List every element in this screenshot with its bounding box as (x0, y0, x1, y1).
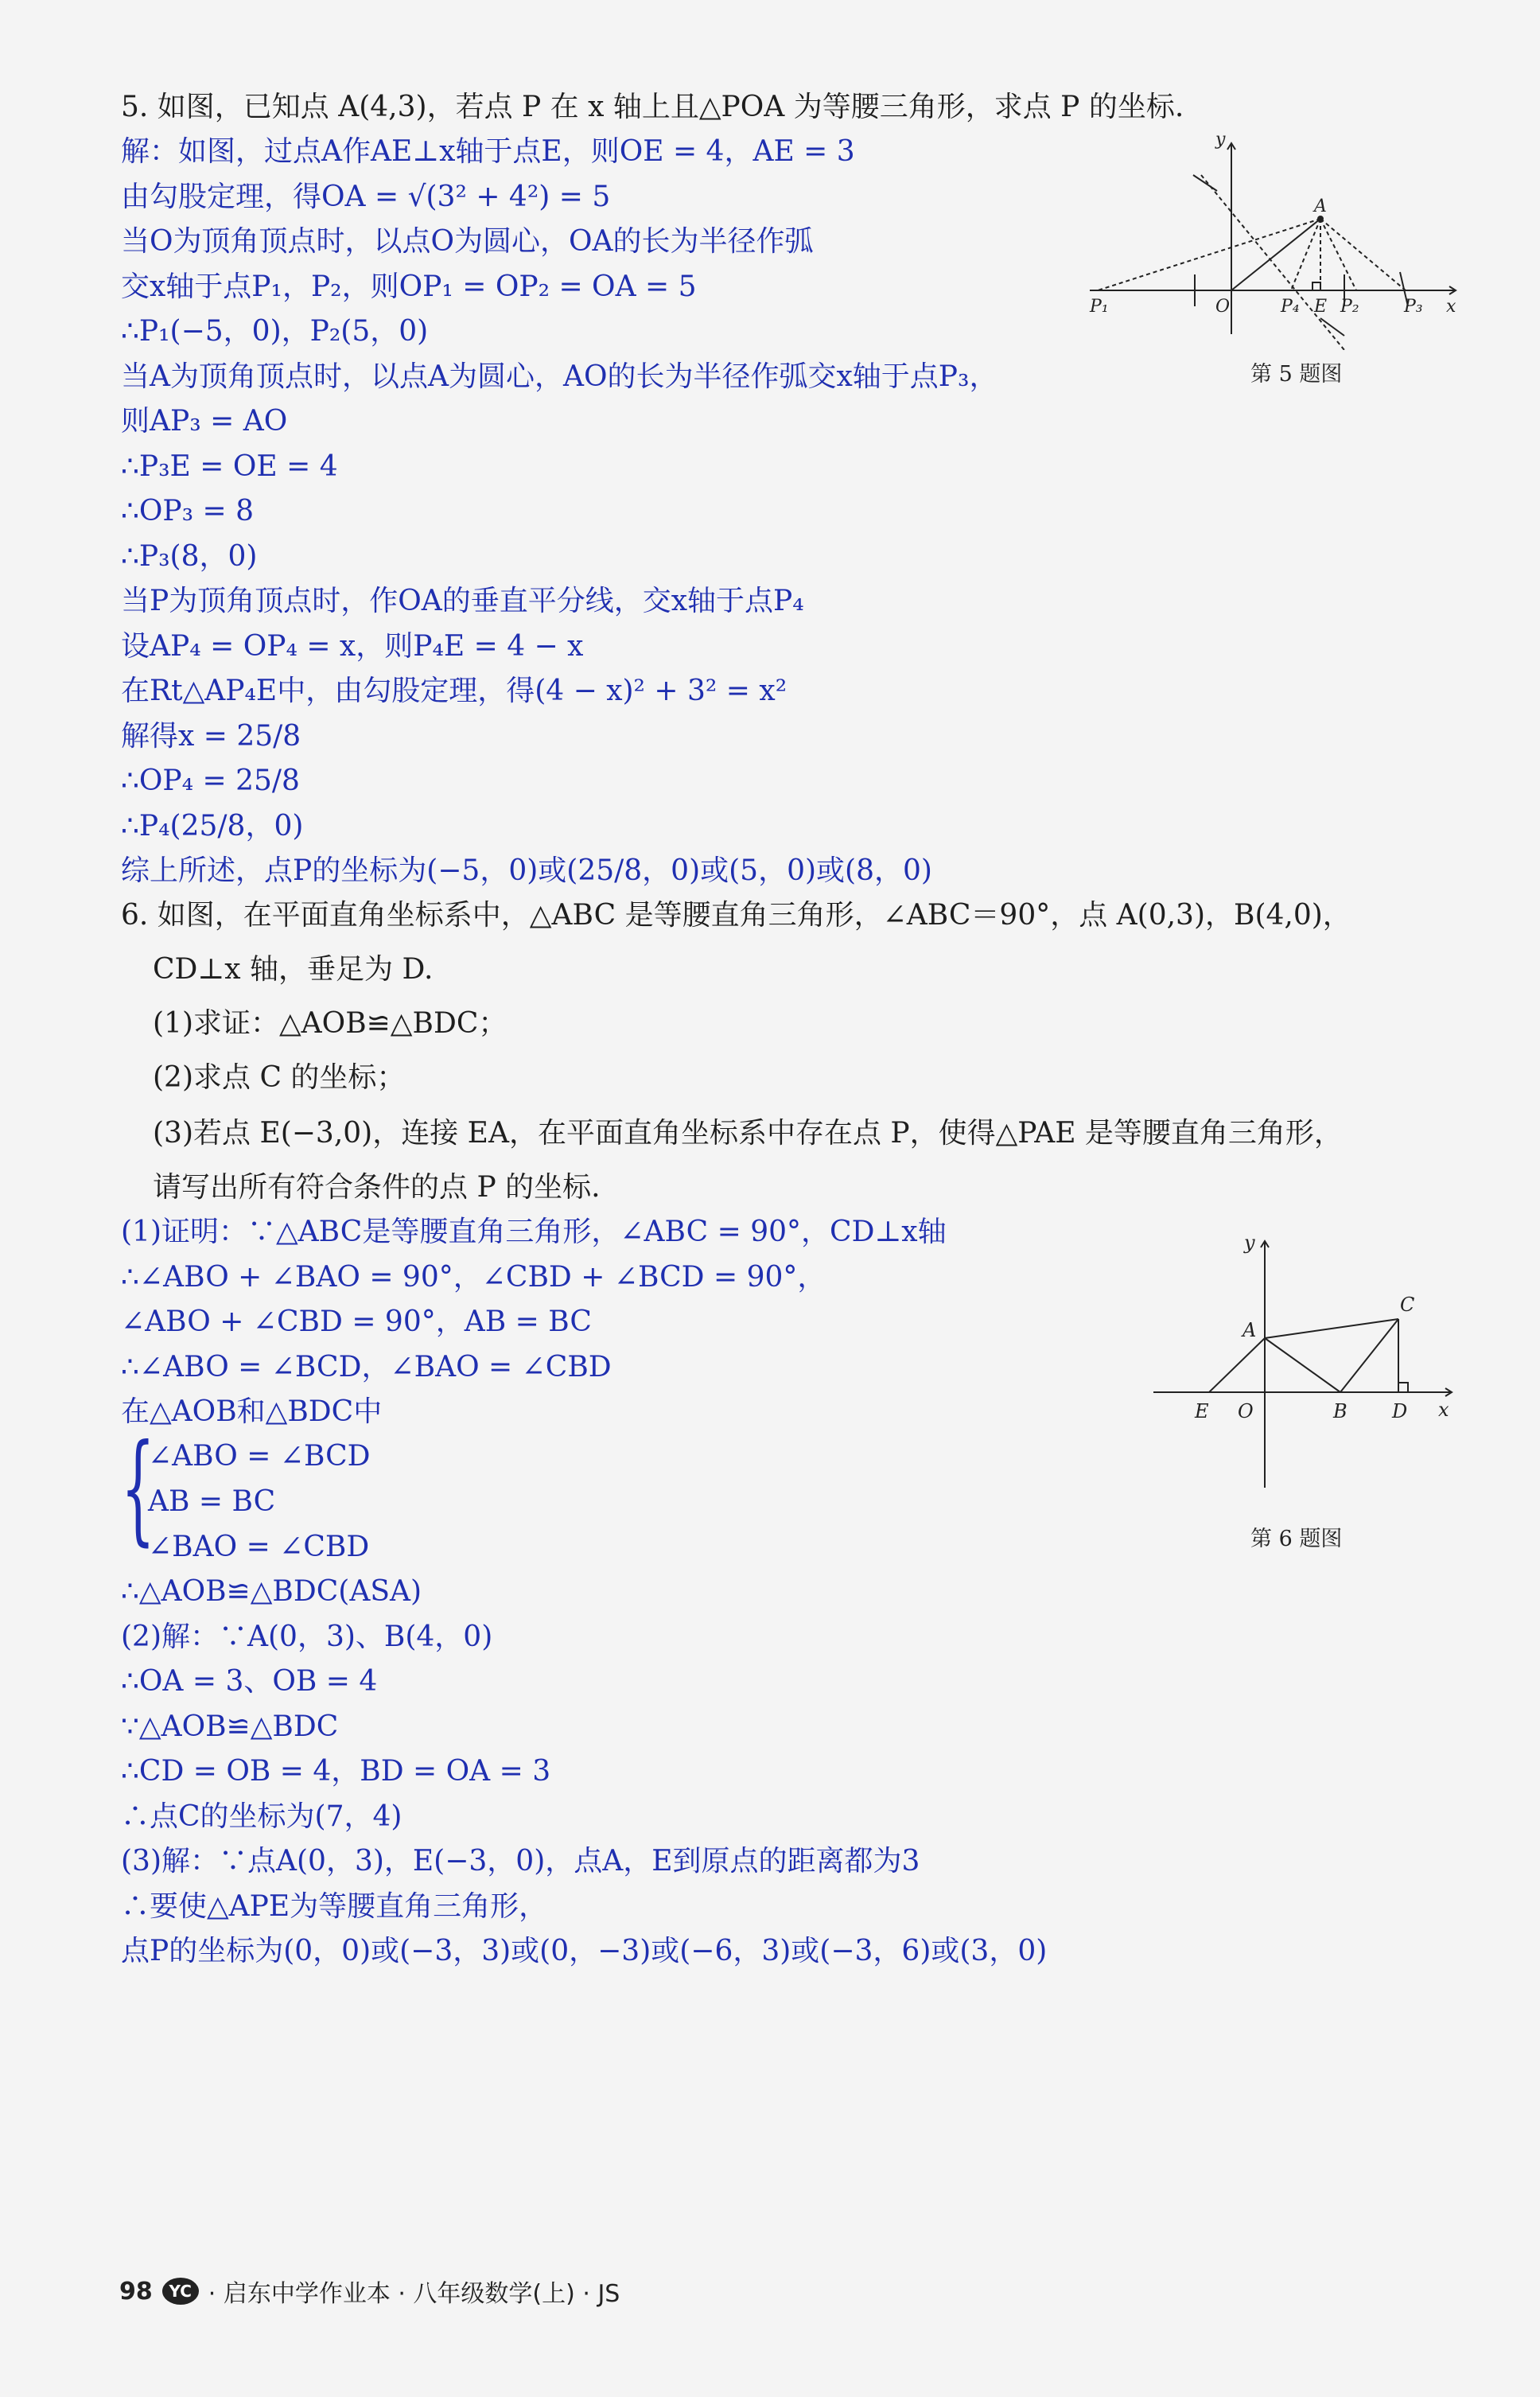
footer-title: · 启东中学作业本 · 八年级数学(上) · JS (208, 2280, 620, 2308)
text-line: ∠ABO = ∠BCD (148, 1440, 371, 1473)
text-line: (2)解：∵A(0，3)、B(4，0) (121, 1620, 493, 1653)
text-line: ∴P₃(8，0) (121, 539, 258, 573)
text-line: ∴△AOB≌△BDC(ASA) (121, 1575, 422, 1608)
text-line: 交x轴于点P₁，P₂，则OP₁ = OP₂ = OA = 5 (121, 270, 697, 303)
text-line: (3)解：∵点A(0，3)，E(−3，0)，点A，E到原点的距离都为3 (121, 1845, 920, 1878)
text-line: 当O为顶角顶点时，以点O为圆心，OA的长为半径作弧 (121, 225, 814, 258)
text-line: AB = BC (148, 1485, 276, 1518)
text-line: (1)证明：∵△ABC是等腰直角三角形，∠ABC = 90°，CD⊥x轴 (121, 1216, 947, 1248)
svg-text:P₄: P₄ (1281, 297, 1300, 317)
text-line: ∴CD = OB = 4，BD = OA = 3 (121, 1755, 551, 1788)
svg-text:E: E (1195, 1400, 1209, 1422)
q6-figure (1145, 1225, 1464, 1496)
svg-text:P₃: P₃ (1404, 297, 1423, 317)
text-line: ∠ABO + ∠CBD = 90°，AB = BC (121, 1306, 592, 1338)
text-line: 在△AOB和△BDC中 (121, 1395, 383, 1428)
svg-text:y: y (1244, 1232, 1255, 1254)
svg-text:P₁: P₁ (1090, 297, 1109, 317)
text-line: ∴点C的坐标为(7，4) (121, 1800, 402, 1833)
svg-text:E: E (1314, 297, 1328, 317)
text-line: 当A为顶角顶点时，以点A为圆心，AO的长为半径作弧交x轴于点P₃， (121, 360, 998, 393)
text-line: ∴P₁(−5，0)，P₂(5，0) (121, 315, 429, 348)
text-line: ∴要使△APE为等腰直角三角形， (121, 1889, 548, 1923)
svg-text:A: A (1314, 197, 1327, 216)
publisher-logo: YC (162, 2278, 199, 2305)
svg-text:B: B (1333, 1400, 1348, 1422)
svg-text:O: O (1215, 297, 1231, 317)
q6-figure-caption: 第 6 题图 (1250, 1527, 1343, 1551)
q5-question: 5. 如图，已知点 A(4,3)，若点 P 在 x 轴上且△POA 为等腰三角形，求点 P 的坐标. (121, 91, 1184, 123)
svg-text:A: A (1242, 1319, 1257, 1341)
q6-question-line: 请写出所有符合条件的点 P 的坐标. (153, 1171, 601, 1204)
text-line: ∴OP₃ = 8 (121, 495, 255, 527)
text-line: 解：如图，过点A作AE⊥x轴于点E，则OE = 4，AE = 3 (121, 135, 855, 168)
q6-question-line: (3)若点 E(−3,0)，连接 EA，在平面直角坐标系中存在点 P，使得△PAE 是等腰直角三角形， (153, 1117, 1343, 1150)
q5-figure (1082, 127, 1464, 350)
q6-question-line: CD⊥x 轴，垂足为 D. (153, 953, 434, 986)
text-line: ∠BAO = ∠CBD (148, 1531, 370, 1563)
text-line: ∴OP₄ = 25/8 (121, 765, 300, 797)
svg-text:y: y (1215, 130, 1226, 150)
text-line: ∴∠ABO = ∠BCD，∠BAO = ∠CBD (121, 1350, 612, 1383)
svg-text:x: x (1446, 297, 1456, 317)
text-line: 设AP₄ = OP₄ = x，则P₄E = 4 − x (121, 629, 584, 663)
text-line: 当P为顶角顶点时，作OA的垂直平分线，交x轴于点P₄ (121, 585, 804, 617)
text-line: ∵△AOB≌△BDC (121, 1710, 339, 1743)
text-line: 综上所述，点P的坐标为(−5，0)或(25/8，0)或(5，0)或(8，0) (121, 854, 932, 887)
svg-text:P₂: P₂ (1340, 297, 1359, 317)
q6-question-line: 6. 如图，在平面直角坐标系中，△ABC 是等腰直角三角形，∠ABC＝90°，点 A(0,3)，B(4,0)， (121, 899, 1351, 932)
text-line: ∴∠ABO + ∠BAO = 90°，∠CBD + ∠BCD = 90°， (121, 1260, 826, 1294)
text-line: 点P的坐标为(0，0)或(−3，3)或(0，−3)或(−6，3)或(−3，6)或(3，0) (121, 1935, 1048, 1967)
svg-text:O: O (1238, 1400, 1254, 1422)
q6-question-line: (1)求证：△AOB≌△BDC； (153, 1007, 508, 1040)
page-number: 98 (119, 2277, 153, 2306)
svg-text:C: C (1400, 1294, 1415, 1316)
page-footer (119, 2274, 620, 2309)
svg-text:D: D (1392, 1400, 1408, 1422)
segment-oa (1231, 219, 1320, 290)
q6-question-line: (2)求点 C 的坐标； (153, 1061, 406, 1094)
svg-text:x: x (1438, 1399, 1449, 1421)
text-line: ∴P₃E = OE = 4 (121, 449, 338, 483)
system-brace: { (121, 1419, 155, 1558)
q5-figure-caption: 第 5 题图 (1250, 362, 1343, 387)
text-line: 则AP₃ = AO (121, 405, 288, 438)
text-line: ∴OA = 3、OB = 4 (121, 1665, 378, 1698)
text-line: ∴P₄(25/8，0) (121, 809, 304, 842)
text-line: 在Rt△AP₄E中，由勾股定理，得(4 − x)² + 3² = x² (121, 675, 788, 707)
text-line: 解得x = 25/8 (121, 719, 301, 753)
text-line: 由勾股定理，得OA = √(3² + 4²) = 5 (121, 180, 611, 213)
